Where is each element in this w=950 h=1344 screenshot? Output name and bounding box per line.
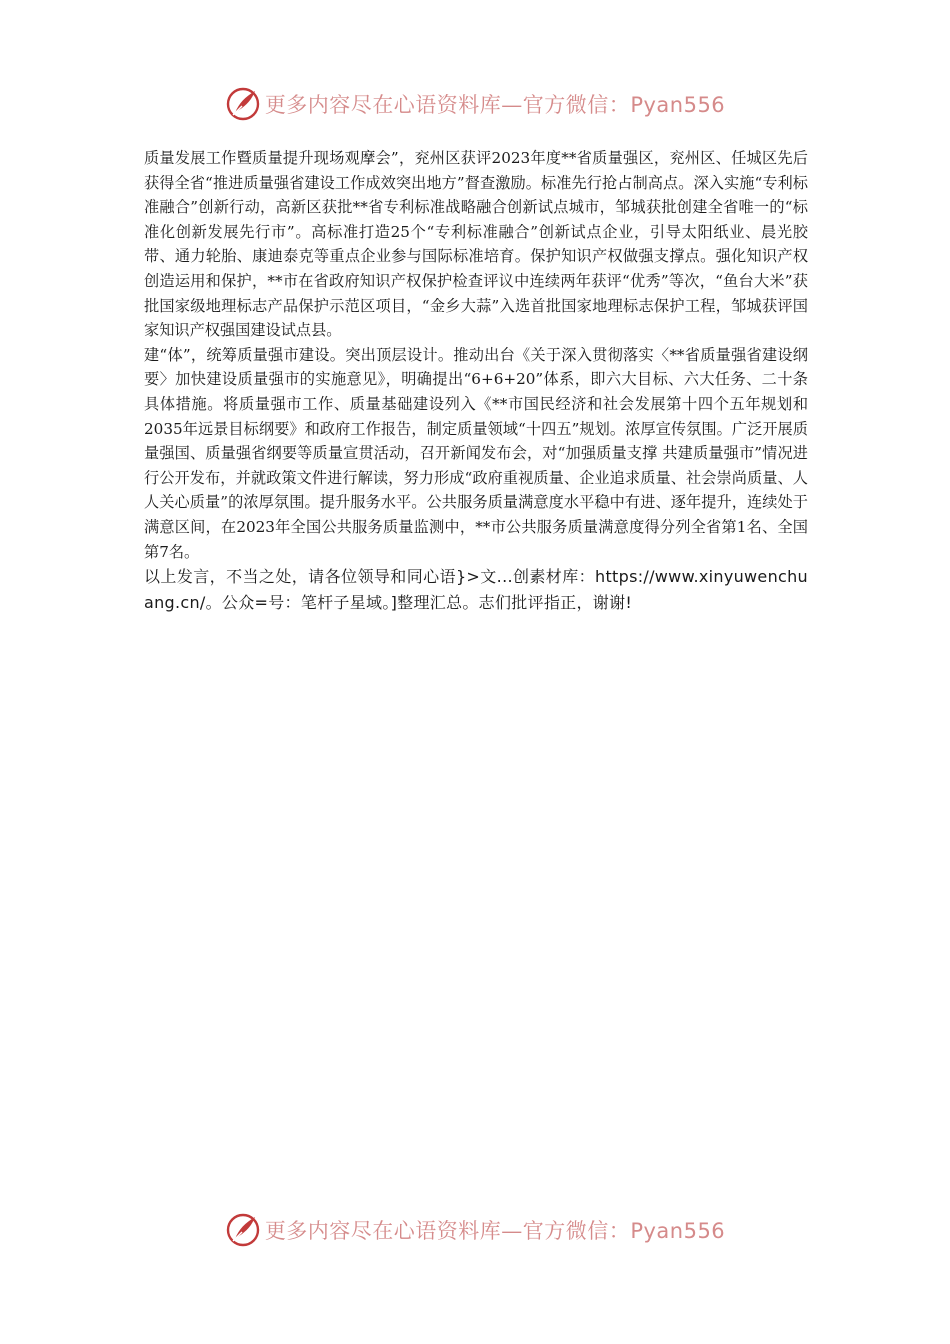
footer-banner xyxy=(0,1210,950,1250)
closing-remarks: 以上发言，不当之处，请各位领导和同心语}>文...创素材库：https://www.xinyuwenchuang.cn/。公众=号：笔杆子星域。]整理汇总。志们批评指正，谢谢! xyxy=(144,567,808,613)
header-banner xyxy=(0,84,950,124)
quill-pen-logo-icon xyxy=(225,1212,261,1248)
footer-banner-handle: Pyan556 xyxy=(630,1219,726,1243)
paragraph-quality-system: 建“体”，统筹质量强市建设。突出顶层设计。推动出台《关于深入贯彻落实〈**省质量强省建设纲要〉加快建设质量强市的实施意见》，明确提出“6+6+20”体系，即六大目标、六大任务、二十条具体措施。将质量强市工作、质量基础建设列入《**市国民经济和社会发展第十四个五年规划和2035年远景目标纲要》和政府工作报告，制定质量领域“十四五”规划。浓厚宣传氛围。广泛开展质量强国、质量强省纲要等质量宣贯活动，召开新闻发布会，对“加强质量支撑 共建质量强市”情况进行公开发布，并就政策文件进行解读，努力形成“政府重视质量、企业追求质量、社会崇尚质量、人人关心质量”的浓厚氛围。提升服务水平。公共服务质量满意度水平稳中有进、逐年提升，连续处于满意区间，在2023年全国公共服务质量监测中，**市公共服务质量满意度得分列全省第1名、全国第7名。 xyxy=(144,345,808,561)
header-banner-handle: Pyan556 xyxy=(630,93,726,117)
paragraph-quality-standards: 质量发展工作暨质量提升现场观摩会”，兖州区获评2023年度**省质量强区，兖州区、任城区先后获得全省“推进质量强省建设工作成效突出地方”督查激励。标准先行抢占制高点。深入实施“专利标准融合”创新行动，高新区获批**省专利标准战略融合创新试点城市，邹城获批创建全省唯一的“标准化创新发展先行市”。高标准打造25个“专利标准融合”创新试点企业，引导太阳纸业、晨光胶带、通力轮胎、康迪泰克等重点企业参与国际标准培育。保护知识产权做强支撑点。强化知识产权创造运用和保护，**市在省政府知识产权保护检查评议中连续两年获评“优秀”等次，“鱼台大米”获批国家级地理标志产品保护示范区项目，“金乡大蒜”入选首批国家地理标志保护工程，邹城获评国家知识产权强国建设试点县。 xyxy=(144,149,808,340)
header-banner-main: 更多内容尽在心语资料库—官方微信： xyxy=(264,93,631,117)
footer-banner-main: 更多内容尽在心语资料库—官方微信： xyxy=(264,1219,631,1243)
footer-banner-text xyxy=(265,1215,725,1245)
document-body xyxy=(144,146,808,616)
header-banner-text xyxy=(265,89,725,119)
quill-pen-logo-icon xyxy=(225,86,261,122)
